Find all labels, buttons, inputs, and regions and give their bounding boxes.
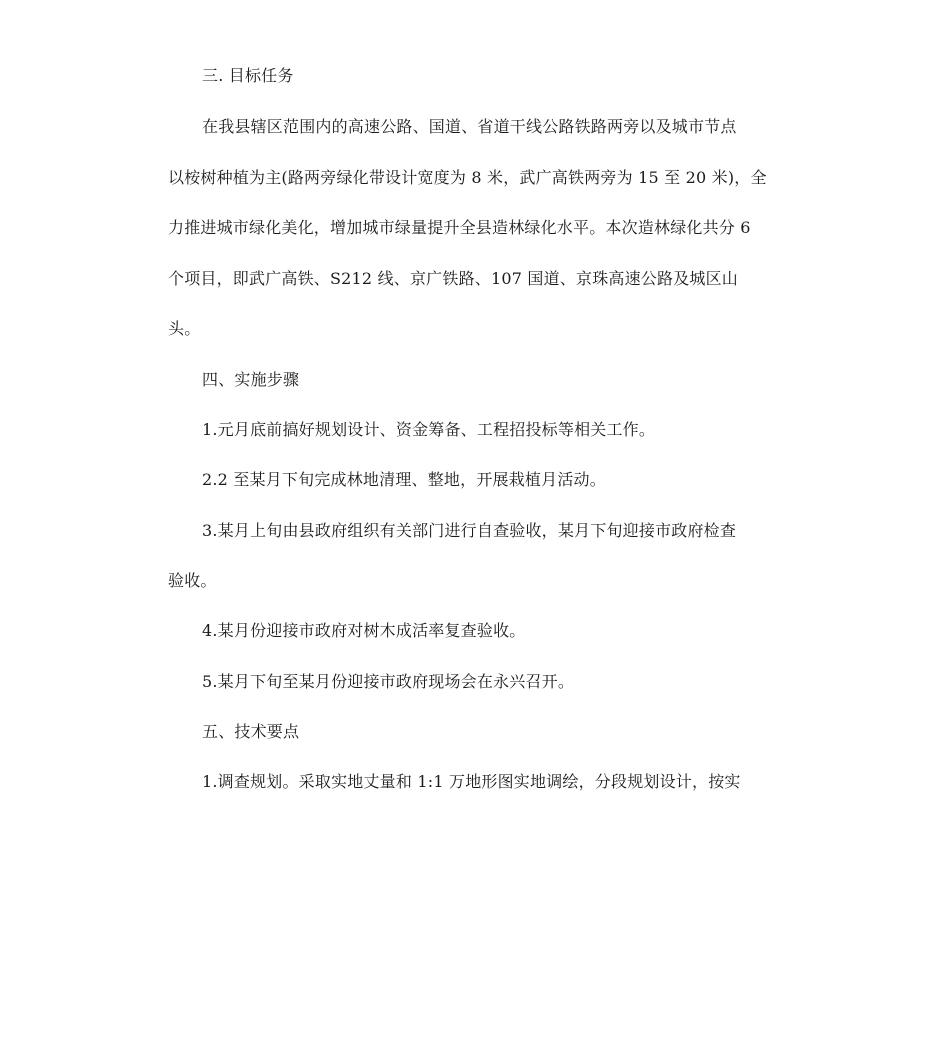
step-item: 2.2 至某月下旬完成林地清理、整地，开展栽植月活动。 [202, 470, 606, 489]
step-item: 3.某月上旬由县政府组织有关部门进行自查验收，某月下旬迎接市政府检查 [202, 521, 737, 540]
paragraph-line: 以桉树种植为主(路两旁绿化带设计宽度为 8 米，武广高铁两旁为 15 至 20 米)，全 [168, 168, 767, 187]
technical-item: 1.调查规划。采取实地丈量和 1:1 万地形图实地调绘，分段规划设计，按实 [202, 772, 741, 791]
paragraph-line: 个项目，即武广高铁、S212 线、京广铁路、107 国道、京珠高速公路及城区山 [168, 269, 739, 288]
paragraph-line: 在我县辖区范围内的高速公路、国道、省道干线公路铁路两旁以及城市节点 [202, 117, 737, 136]
paragraph-line: 头。 [168, 319, 201, 338]
step-item: 1.元月底前搞好规划设计、资金筹备、工程招投标等相关工作。 [202, 420, 656, 439]
step-item: 5.某月下旬至某月份迎接市政府现场会在永兴召开。 [202, 672, 575, 691]
section-heading-steps: 四、实施步骤 [202, 370, 300, 389]
paragraph-line: 力推进城市绿化美化，增加城市绿量提升全县造林绿化水平。本次造林绿化共分 6 [168, 218, 751, 237]
section-heading-targets: 三. 目标任务 [202, 66, 294, 85]
step-item: 4.某月份迎接市政府对树木成活率复查验收。 [202, 621, 526, 640]
step-item-continuation: 验收。 [168, 571, 217, 590]
section-heading-technical: 五、技术要点 [202, 722, 300, 741]
